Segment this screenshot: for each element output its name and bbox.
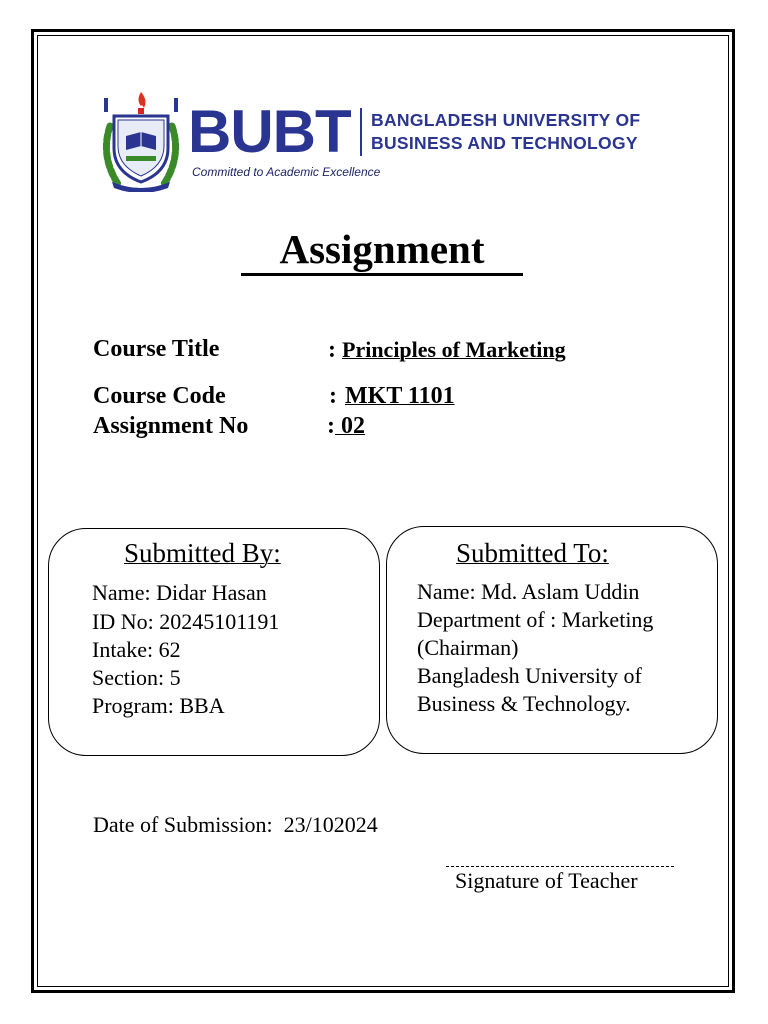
signature-label: Signature of Teacher [455, 868, 638, 893]
submitted-by-program: Program: BBA [92, 693, 225, 718]
course-code-colon: : [329, 383, 337, 409]
title-underline [241, 273, 523, 276]
course-code-value: MKT 1101 [345, 383, 455, 409]
submitted-to-university-line2: Business & Technology. [417, 691, 631, 716]
assignment-no-value: 02 [335, 413, 365, 439]
course-code-label: Course Code [93, 383, 226, 409]
university-logo [96, 86, 686, 194]
university-name-line1: BANGLADESH UNIVERSITY OF [371, 110, 641, 130]
logo-wordmark: BUBT [188, 98, 351, 165]
submitted-by-section: Section: 5 [92, 665, 181, 690]
assignment-no-label: Assignment No [93, 413, 249, 439]
course-title-label: Course Title [93, 336, 220, 362]
submitted-to-university-line1: Bangladesh University of [417, 663, 642, 688]
submitted-by-name: Name: Didar Hasan [92, 580, 267, 605]
logo-tagline: Committed to Academic Excellence [192, 165, 381, 179]
university-seal-icon [96, 86, 186, 192]
date-of-submission: Date of Submission: 23/102024 [93, 812, 378, 837]
university-name-line2: BUSINESS AND TECHNOLOGY [371, 133, 638, 153]
submitted-by-intake: Intake: 62 [92, 637, 181, 662]
logo-divider [360, 108, 362, 156]
course-title-value: Principles of Marketing [342, 337, 566, 362]
submitted-to-position: (Chairman) [417, 635, 519, 660]
submitted-to-department: Department of : Marketing [417, 607, 654, 632]
assignment-no-colon: : [327, 413, 335, 439]
submitted-to-name: Name: Md. Aslam Uddin [417, 579, 640, 604]
course-title-colon: : [328, 337, 336, 363]
submitted-to-heading: Submitted To: [456, 538, 609, 568]
document-title: Assignment [279, 226, 485, 272]
submitted-by-id: ID No: 20245101191 [92, 609, 280, 634]
submitted-by-heading: Submitted By: [124, 538, 281, 568]
